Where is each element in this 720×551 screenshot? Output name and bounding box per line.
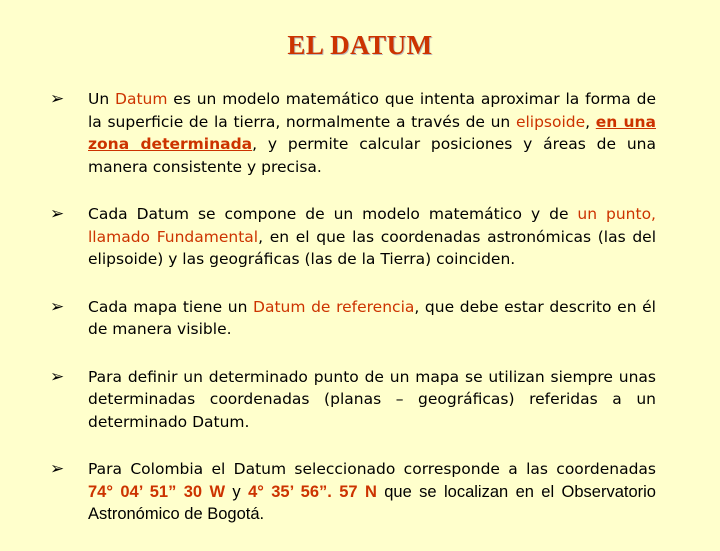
highlight-underlined-text: en una zona determinada	[88, 112, 656, 153]
list-item	[50, 203, 656, 271]
item-text: Para definir un determinado punto de un mapa se utilizan siempre unas determinadas coordenadas (planas – geográficas) referidas a un determinado Datum.	[88, 367, 656, 431]
item-text: , que debe estar descrito en él de manera visible.	[88, 297, 656, 338]
item-text: Cada Datum se compone de un modelo matemático y de	[88, 205, 578, 223]
item-text: Para Colombia el Datum seleccionado corresponde a las coordenadas	[88, 460, 656, 478]
item-text: ,	[585, 112, 596, 131]
highlight-text: elipsoide	[515, 112, 586, 131]
list-item	[50, 458, 656, 526]
page-title: EL DATUM	[287, 30, 433, 60]
arrow-bullet-icon: ➢	[50, 459, 65, 479]
item-text: que se localizan en el Observatorio Astronómico de Bogotá.	[88, 482, 656, 523]
list-item	[50, 366, 656, 434]
arrow-bullet-icon: ➢	[50, 89, 65, 109]
item-text: es un modelo matemático que intenta aproximar la forma de la superficie de la tierra, normalmente a través de un	[88, 90, 656, 131]
item-text: , en el que las coordenadas astronómicas (las del elipsoide) y las geográficas (las de la Tierra) coinciden.	[88, 227, 657, 268]
coordinate-longitude: 74° 04’ 51” 30 W	[88, 482, 226, 501]
item-text: y	[225, 482, 249, 501]
list-item	[50, 296, 656, 341]
item-text: Cada mapa tiene un	[88, 297, 254, 316]
arrow-bullet-icon: ➢	[50, 204, 65, 224]
highlight-text: un punto, llamado Fundamental	[88, 205, 656, 246]
arrow-bullet-icon: ➢	[50, 296, 65, 317]
bullet-list	[50, 88, 656, 551]
highlight-text: Datum de referencia	[253, 297, 415, 316]
list-item	[50, 88, 656, 178]
highlight-text: Datum	[115, 90, 168, 108]
item-text: Un	[88, 90, 116, 108]
coordinate-latitude: 4° 35’ 56”. 57 N	[248, 482, 377, 501]
item-text: , y permite calcular posiciones y áreas de una manera consistente y precisa.	[88, 135, 656, 176]
arrow-bullet-icon: ➢	[50, 366, 65, 387]
